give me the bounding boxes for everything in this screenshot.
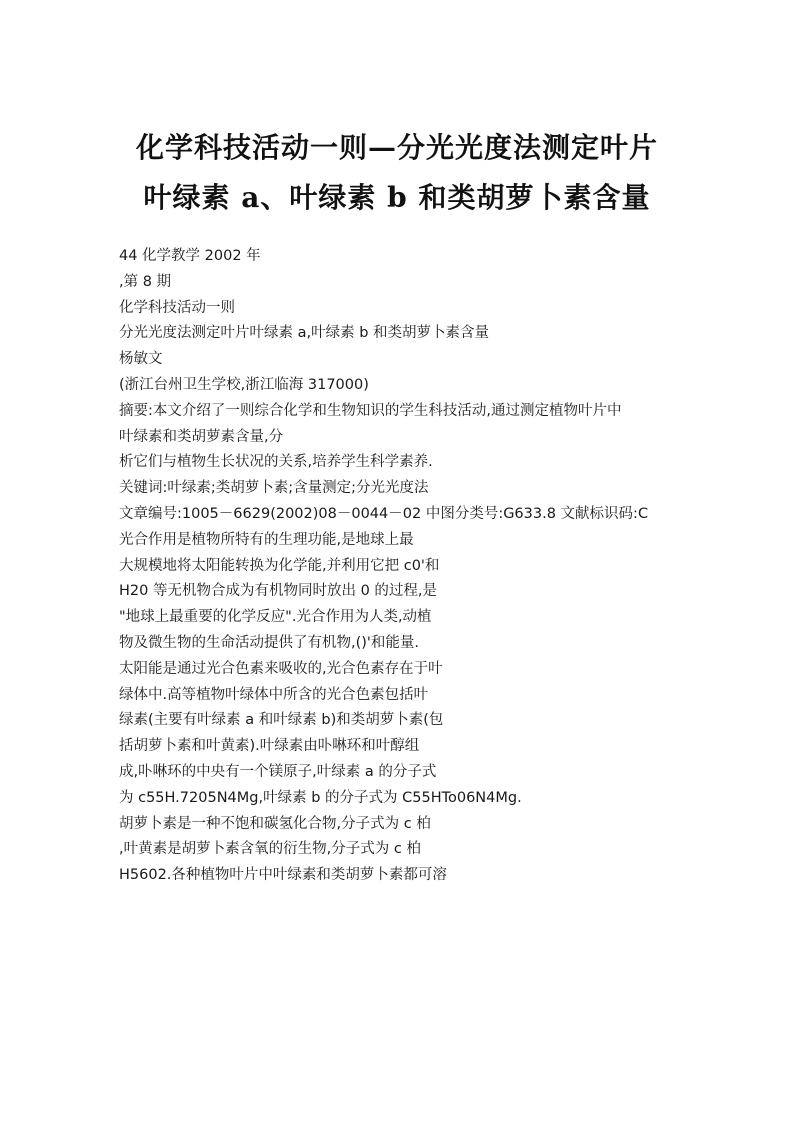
body-text-line: 太阳能是通过光合色素来吸收的,光合色素存在于叶: [119, 660, 443, 677]
body-text-line: H5602.各种植物叶片中叶绿素和类胡萝卜素都可溶: [119, 867, 447, 884]
article-category: 化学科技活动一则: [119, 299, 235, 316]
article-subtitle: 分光光度法测定叶片叶绿素 a,叶绿素 b 和类胡萝卜素含量: [119, 325, 490, 342]
body-text-line: 成,卟啉环的中央有一个镁原子,叶绿素 a 的分子式: [119, 763, 437, 780]
abstract-line: 摘要:本文介绍了一则综合化学和生物知识的学生科技活动,通过测定植物叶片中: [119, 402, 622, 419]
document-body: [119, 244, 699, 889]
keywords: 关键词:叶绿素;类胡萝卜素;含量测定;分光光度法: [119, 480, 429, 497]
body-text-line: 光合作用是植物所特有的生理功能,是地球上最: [119, 531, 414, 548]
document-title-line-1: 化学科技活动一则—分光光度法测定叶片: [135, 131, 658, 164]
issue-number: ,第 8 期: [119, 273, 172, 290]
journal-info: 44 化学教学 2002 年: [119, 248, 261, 264]
body-text-line: 为 c55H.7205N4Mg,叶绿素 b 的分子式为 C55HTo06N4Mg.: [119, 789, 522, 806]
body-text-line: 绿素(主要有叶绿素 a 和叶绿素 b)和类胡萝卜素(包: [119, 712, 444, 729]
author-affiliation: (浙江台州卫生学校,浙江临海 317000): [119, 376, 369, 393]
body-text-line: "地球上最重要的化学反应".光合作用为人类,动植: [119, 609, 432, 626]
body-text-line: H20 等无机物合成为有机物同时放出 0 的过程,是: [119, 583, 438, 600]
body-text-line: 胡萝卜素是一种不饱和碳氢化合物,分子式为 c 柏: [119, 815, 431, 832]
body-text-line: ,叶黄素是胡萝卜素含氧的衍生物,分子式为 c 柏: [119, 841, 421, 858]
author-name: 杨敏文: [119, 351, 163, 368]
article-identifiers: 文章编号:1005－6629(2002)08－0044－02 中图分类号:G633.8 文献标识码:C: [119, 505, 649, 522]
body-text-line: 括胡萝卜素和叶黄素).叶绿素由卟啉环和叶醇组: [119, 738, 420, 755]
abstract-line: 析它们与植物生长状况的关系,培养学生科学素养.: [119, 454, 433, 471]
document-title-line-2: 叶绿素 a、叶绿素 b 和类胡萝卜素含量: [143, 181, 651, 214]
body-text-line: 绿体中.高等植物叶绿体中所含的光合色素包括叶: [119, 686, 429, 703]
body-text-line: 物及微生物的生命活动提供了有机物,()'和能量.: [119, 634, 420, 651]
body-text-line: 大规模地将太阳能转换为化学能,并利用它把 c0'和: [119, 557, 440, 574]
abstract-line: 叶绿素和类胡萝素含量,分: [119, 428, 284, 445]
